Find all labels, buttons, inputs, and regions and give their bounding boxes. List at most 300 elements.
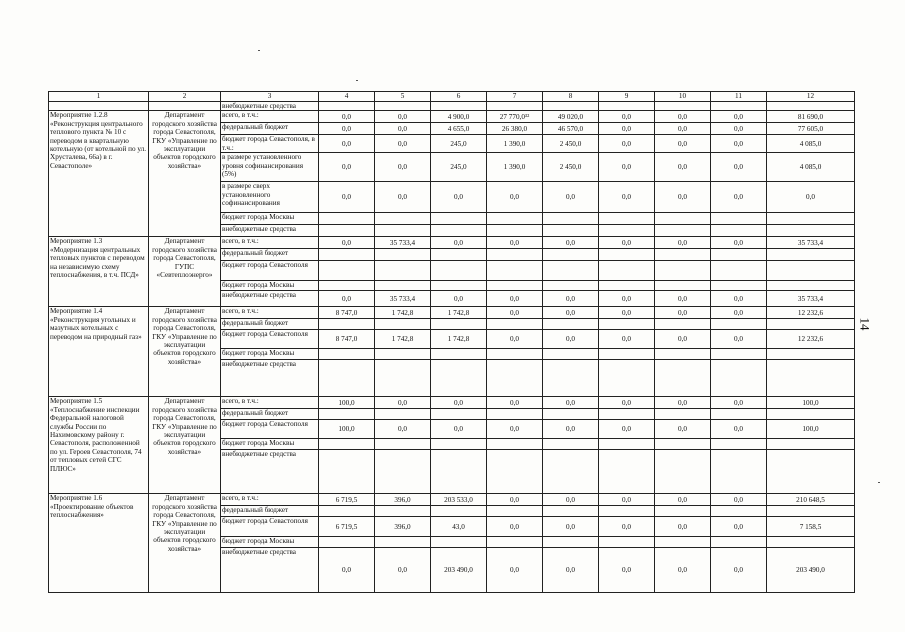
- year-value: 0,0: [599, 517, 655, 537]
- year-value: 0,0: [543, 182, 599, 213]
- total-value: 81 690,0: [767, 111, 855, 123]
- year-value: [319, 213, 375, 225]
- year-value: [543, 225, 599, 237]
- year-value: 1 742,8: [375, 330, 431, 349]
- year-value: 0,0: [431, 182, 487, 213]
- year-value: [375, 213, 431, 225]
- year-value: 0,0: [655, 291, 711, 307]
- year-value: 0,0: [655, 420, 711, 439]
- table-row: [49, 307, 855, 319]
- year-value: [319, 439, 375, 450]
- year-value: [711, 261, 767, 281]
- year-value: [543, 249, 599, 261]
- year-value: [599, 319, 655, 330]
- total-value: [767, 213, 855, 225]
- year-value: 0,0: [711, 237, 767, 249]
- responsible-department: Департамент городского хозяйства города Севастополя, ГКУ «Управление по эксплуатации объектов городского хозяйства»: [149, 111, 221, 237]
- year-value: 0,0: [487, 330, 543, 349]
- year-value: 0,0: [375, 182, 431, 213]
- funding-category: бюджет города Москвы: [221, 439, 319, 450]
- year-value: [319, 249, 375, 261]
- year-value: [487, 261, 543, 281]
- funding-category: внебюджетные средства: [221, 291, 319, 307]
- year-value: 0,0: [431, 291, 487, 307]
- funding-category: бюджет города Севастополя: [221, 517, 319, 537]
- year-value: [375, 249, 431, 261]
- year-value: 4 655,0: [431, 123, 487, 135]
- year-value: [375, 450, 431, 494]
- year-value: [543, 439, 599, 450]
- funding-category: бюджет города Севастополя: [221, 261, 319, 281]
- year-value: 35 733,4: [375, 291, 431, 307]
- year-value: 0,0: [487, 517, 543, 537]
- year-value: 27 770,0³²: [487, 111, 543, 123]
- year-value: [375, 506, 431, 517]
- year-value: [599, 537, 655, 548]
- year-value: [319, 281, 375, 291]
- year-value: [487, 213, 543, 225]
- year-value: [711, 506, 767, 517]
- funding-category: внебюджетные средства: [221, 548, 319, 593]
- year-value: [375, 537, 431, 548]
- year-value: 0,0: [711, 517, 767, 537]
- column-header: 12: [767, 92, 855, 102]
- year-value: [655, 409, 711, 420]
- year-value: [599, 249, 655, 261]
- funding-category: в размере сверх установленного софинансирования: [221, 182, 319, 213]
- year-value: [431, 409, 487, 420]
- year-value: 2 450,0: [543, 135, 599, 153]
- table-header: [49, 92, 855, 102]
- total-value: [767, 439, 855, 450]
- funding-category: бюджет города Москвы: [221, 537, 319, 548]
- funding-category: федеральный бюджет: [221, 409, 319, 420]
- year-value: [599, 360, 655, 397]
- year-value: 0,0: [487, 420, 543, 439]
- year-value: [655, 349, 711, 360]
- year-value: [431, 213, 487, 225]
- total-value: 7 158,5: [767, 517, 855, 537]
- year-value: [655, 360, 711, 397]
- year-value: [543, 409, 599, 420]
- year-value: [599, 506, 655, 517]
- year-value: [543, 360, 599, 397]
- year-value: 0,0: [319, 548, 375, 593]
- year-value: 1 742,8: [431, 307, 487, 319]
- year-value: 0,0: [655, 123, 711, 135]
- year-value: 0,0: [487, 548, 543, 593]
- year-value: 0,0: [431, 237, 487, 249]
- page-number: 14: [857, 317, 873, 331]
- year-value: [375, 319, 431, 330]
- year-value: [655, 439, 711, 450]
- year-value: 0,0: [655, 307, 711, 319]
- funding-category: всего, в т.ч.:: [221, 397, 319, 409]
- year-value: [375, 225, 431, 237]
- year-value: 0,0: [375, 153, 431, 182]
- total-value: 4 085,0: [767, 153, 855, 182]
- year-value: 0,0: [711, 123, 767, 135]
- responsible-department: Департамент городского хозяйства города Севастополя, ГКУ «Управление по эксплуатации объектов городского хозяйства»: [149, 494, 221, 593]
- year-value: [487, 249, 543, 261]
- year-value: [711, 450, 767, 494]
- total-value: [767, 349, 855, 360]
- year-value: [487, 281, 543, 291]
- total-value: 35 733,4: [767, 291, 855, 307]
- column-header: 11: [711, 92, 767, 102]
- year-value: [655, 261, 711, 281]
- year-value: [711, 319, 767, 330]
- year-value: 0,0: [655, 330, 711, 349]
- year-value: 0,0: [543, 291, 599, 307]
- year-value: 1 390,0: [487, 135, 543, 153]
- year-value: 0,0: [319, 291, 375, 307]
- total-value: 12 232,6: [767, 307, 855, 319]
- year-value: [655, 249, 711, 261]
- year-value: [543, 281, 599, 291]
- year-value: [655, 537, 711, 548]
- year-value: [319, 450, 375, 494]
- year-value: 2 450,0: [543, 153, 599, 182]
- year-value: 0,0: [711, 330, 767, 349]
- year-value: 100,0: [319, 420, 375, 439]
- year-value: 396,0: [375, 494, 431, 506]
- total-value: [767, 360, 855, 397]
- year-value: 0,0: [543, 517, 599, 537]
- year-value: 0,0: [711, 182, 767, 213]
- year-value: 0,0: [543, 237, 599, 249]
- year-value: 0,0: [655, 548, 711, 593]
- year-value: [375, 439, 431, 450]
- year-value: [487, 506, 543, 517]
- year-value: [319, 349, 375, 360]
- year-value: 0,0: [487, 182, 543, 213]
- table-row: [49, 111, 855, 123]
- year-value: 0,0: [711, 397, 767, 409]
- year-value: 0,0: [543, 330, 599, 349]
- year-value: 4 900,0: [431, 111, 487, 123]
- year-value: 6 719,5: [319, 517, 375, 537]
- funding-category: бюджет города Москвы: [221, 281, 319, 291]
- total-value: 100,0: [767, 397, 855, 409]
- year-value: 0,0: [655, 237, 711, 249]
- year-value: [431, 261, 487, 281]
- year-value: [599, 409, 655, 420]
- year-value: 203 533,0: [431, 494, 487, 506]
- year-value: 0,0: [655, 517, 711, 537]
- year-value: [655, 450, 711, 494]
- year-value: 1 742,8: [431, 330, 487, 349]
- scan-speck: [356, 80, 358, 81]
- year-value: 0,0: [375, 123, 431, 135]
- year-value: 0,0: [655, 182, 711, 213]
- year-value: 0,0: [599, 548, 655, 593]
- year-value: [655, 506, 711, 517]
- year-value: [599, 450, 655, 494]
- funding-category: бюджет города Москвы: [221, 349, 319, 360]
- funding-category: всего, в т.ч.:: [221, 494, 319, 506]
- funding-category: федеральный бюджет: [221, 506, 319, 517]
- year-value: [487, 409, 543, 420]
- year-value: 0,0: [599, 330, 655, 349]
- column-header: 6: [431, 92, 487, 102]
- scan-speck: [258, 50, 260, 51]
- year-value: [711, 213, 767, 225]
- year-value: [711, 537, 767, 548]
- year-value: [711, 360, 767, 397]
- year-value: 0,0: [319, 153, 375, 182]
- measure-name: Мероприятие 1.3 «Модернизация центральных тепловых пунктов с переводом на независимую схему теплоснабжения, в т.ч. ПСД»: [49, 237, 149, 307]
- year-value: 0,0: [711, 291, 767, 307]
- year-value: [543, 537, 599, 548]
- year-value: [599, 213, 655, 225]
- year-value: 6 719,5: [319, 494, 375, 506]
- column-header: 4: [319, 92, 375, 102]
- year-value: [599, 261, 655, 281]
- year-value: 0,0: [319, 111, 375, 123]
- year-value: 0,0: [599, 153, 655, 182]
- year-value: 46 570,0: [543, 123, 599, 135]
- table-body: [49, 102, 855, 593]
- measure-name: Мероприятие 1.6 «Проектирование объектов теплоснабжения»: [49, 494, 149, 593]
- year-value: 0,0: [711, 494, 767, 506]
- year-value: 0,0: [599, 420, 655, 439]
- year-value: [711, 249, 767, 261]
- year-value: [431, 450, 487, 494]
- year-value: [431, 439, 487, 450]
- year-value: 0,0: [487, 237, 543, 249]
- total-value: [767, 225, 855, 237]
- total-value: 77 605,0: [767, 123, 855, 135]
- measure-name: Мероприятие 1.5 «Теплоснабжение инспекции Федеральной налоговой службы России по Нахимовскому району г. Севастополя, расположенной по ул. Героев Севастополя, 74 от тепловых сетей СГС ПЛЮС»: [49, 397, 149, 494]
- year-value: [599, 349, 655, 360]
- total-value: [767, 506, 855, 517]
- year-value: 0,0: [375, 135, 431, 153]
- funding-category: федеральный бюджет: [221, 123, 319, 135]
- measure-name: Мероприятие 1.2.8 «Реконструкция центрального теплового пункта № 10 с переводом в квартальную котельную (от котельной по ул. Хрусталева, 66а) в г. Севастополе»: [49, 111, 149, 237]
- year-value: 0,0: [599, 182, 655, 213]
- responsible-department: Департамент городского хозяйства города Севастополя, ГКУ «Управление по эксплуатации объектов городского хозяйства»: [149, 397, 221, 494]
- total-value: 4 085,0: [767, 135, 855, 153]
- year-value: [375, 409, 431, 420]
- year-value: 0,0: [319, 135, 375, 153]
- total-value: [767, 537, 855, 548]
- year-value: [375, 261, 431, 281]
- year-value: 0,0: [599, 123, 655, 135]
- funding-category: внебюджетные средства: [221, 225, 319, 237]
- year-value: [375, 281, 431, 291]
- funding-table: [48, 91, 855, 593]
- year-value: [375, 360, 431, 397]
- year-value: 0,0: [487, 397, 543, 409]
- column-header: 2: [149, 92, 221, 102]
- year-value: 49 020,0: [543, 111, 599, 123]
- year-value: 100,0: [319, 397, 375, 409]
- year-value: 0,0: [655, 111, 711, 123]
- year-value: 0,0: [543, 494, 599, 506]
- year-value: [431, 506, 487, 517]
- funding-category: внебюджетные средства: [221, 102, 319, 111]
- total-value: 203 490,0: [767, 548, 855, 593]
- total-value: 0,0: [767, 182, 855, 213]
- year-value: [487, 349, 543, 360]
- table-row: [49, 102, 855, 111]
- year-value: [711, 225, 767, 237]
- year-value: 0,0: [543, 307, 599, 319]
- year-value: 0,0: [599, 307, 655, 319]
- year-value: [543, 349, 599, 360]
- year-value: [655, 319, 711, 330]
- column-header: 1: [49, 92, 149, 102]
- year-value: 0,0: [599, 494, 655, 506]
- total-value: 210 648,5: [767, 494, 855, 506]
- year-value: [655, 213, 711, 225]
- year-value: 0,0: [375, 420, 431, 439]
- year-value: [319, 225, 375, 237]
- year-value: [655, 281, 711, 291]
- scan-speck: [878, 482, 880, 483]
- year-value: 203 490,0: [431, 548, 487, 593]
- table-row: [49, 494, 855, 506]
- year-value: 0,0: [431, 397, 487, 409]
- responsible-department: Департамент городского хозяйства города Севастополя, ГУПС «Севтеплоэнерго»: [149, 237, 221, 307]
- responsible-department: Департамент городского хозяйства города Севастополя, ГКУ «Управление по эксплуатации объектов городского хозяйства»: [149, 307, 221, 397]
- funding-category: федеральный бюджет: [221, 249, 319, 261]
- year-value: [599, 439, 655, 450]
- year-value: [655, 225, 711, 237]
- funding-category: бюджет города Севастополя, в т.ч.:: [221, 135, 319, 153]
- year-value: 1 390,0: [487, 153, 543, 182]
- funding-category: в размере установленного уровня софинансирования (5%): [221, 153, 319, 182]
- year-value: [711, 409, 767, 420]
- year-value: 0,0: [375, 397, 431, 409]
- year-value: [375, 349, 431, 360]
- year-value: 0,0: [319, 237, 375, 249]
- column-header: 8: [543, 92, 599, 102]
- funding-category: бюджет города Севастополя: [221, 420, 319, 439]
- year-value: 0,0: [655, 397, 711, 409]
- year-value: [487, 360, 543, 397]
- total-value: [767, 319, 855, 330]
- year-value: 0,0: [543, 420, 599, 439]
- year-value: 0,0: [487, 291, 543, 307]
- funding-category: бюджет города Москвы: [221, 213, 319, 225]
- year-value: [487, 439, 543, 450]
- year-value: [431, 360, 487, 397]
- year-value: [487, 537, 543, 548]
- year-value: [599, 281, 655, 291]
- year-value: 0,0: [431, 420, 487, 439]
- year-value: [431, 349, 487, 360]
- year-value: [431, 319, 487, 330]
- year-value: 0,0: [487, 307, 543, 319]
- total-value: [767, 249, 855, 261]
- year-value: 43,0: [431, 517, 487, 537]
- year-value: 0,0: [319, 182, 375, 213]
- year-value: 35 733,4: [375, 237, 431, 249]
- year-value: 0,0: [599, 237, 655, 249]
- year-value: [319, 409, 375, 420]
- funding-category: всего, в т.ч.:: [221, 237, 319, 249]
- column-header: 9: [599, 92, 655, 102]
- table-row: [49, 397, 855, 409]
- year-value: [487, 450, 543, 494]
- year-value: [543, 213, 599, 225]
- year-value: 0,0: [655, 494, 711, 506]
- funding-category: всего, в т.ч.:: [221, 307, 319, 319]
- funding-category: всего, в т.ч.:: [221, 111, 319, 123]
- year-value: 245,0: [431, 135, 487, 153]
- year-value: [599, 225, 655, 237]
- year-value: [431, 225, 487, 237]
- year-value: [543, 506, 599, 517]
- funding-category: федеральный бюджет: [221, 319, 319, 330]
- year-value: [319, 537, 375, 548]
- year-value: 0,0: [711, 153, 767, 182]
- year-value: 0,0: [487, 494, 543, 506]
- year-value: [543, 319, 599, 330]
- year-value: 0,0: [543, 397, 599, 409]
- total-value: 100,0: [767, 420, 855, 439]
- year-value: [431, 537, 487, 548]
- table-row: [49, 237, 855, 249]
- year-value: 0,0: [711, 111, 767, 123]
- column-header: 7: [487, 92, 543, 102]
- total-value: 12 232,6: [767, 330, 855, 349]
- column-header: 10: [655, 92, 711, 102]
- year-value: 0,0: [375, 111, 431, 123]
- year-value: 0,0: [711, 135, 767, 153]
- total-value: [767, 281, 855, 291]
- year-value: 0,0: [319, 123, 375, 135]
- year-value: 0,0: [711, 307, 767, 319]
- funding-category: внебюджетные средства: [221, 360, 319, 397]
- year-value: 1 742,8: [375, 307, 431, 319]
- column-header: 5: [375, 92, 431, 102]
- total-value: [767, 409, 855, 420]
- year-value: [711, 349, 767, 360]
- year-value: 396,0: [375, 517, 431, 537]
- total-value: 35 733,4: [767, 237, 855, 249]
- column-header: 3: [221, 92, 319, 102]
- year-value: 8 747,0: [319, 307, 375, 319]
- year-value: 0,0: [599, 135, 655, 153]
- year-value: [543, 450, 599, 494]
- year-value: 0,0: [711, 420, 767, 439]
- year-value: 245,0: [431, 153, 487, 182]
- measure-name: Мероприятие 1.4 «Реконструкция угольных и мазутных котельных с переводом на природный газ»: [49, 307, 149, 397]
- year-value: [431, 249, 487, 261]
- year-value: [487, 319, 543, 330]
- year-value: 8 747,0: [319, 330, 375, 349]
- year-value: 0,0: [599, 397, 655, 409]
- year-value: 26 380,0: [487, 123, 543, 135]
- year-value: 0,0: [375, 548, 431, 593]
- year-value: 0,0: [599, 111, 655, 123]
- year-value: [319, 261, 375, 281]
- year-value: 0,0: [599, 291, 655, 307]
- year-value: [319, 506, 375, 517]
- funding-category: внебюджетные средства: [221, 450, 319, 494]
- year-value: 0,0: [711, 548, 767, 593]
- total-value: [767, 450, 855, 494]
- year-value: [319, 319, 375, 330]
- year-value: 0,0: [655, 153, 711, 182]
- year-value: 0,0: [655, 135, 711, 153]
- year-value: [319, 360, 375, 397]
- year-value: 0,0: [543, 548, 599, 593]
- funding-category: бюджет города Севастополя: [221, 330, 319, 349]
